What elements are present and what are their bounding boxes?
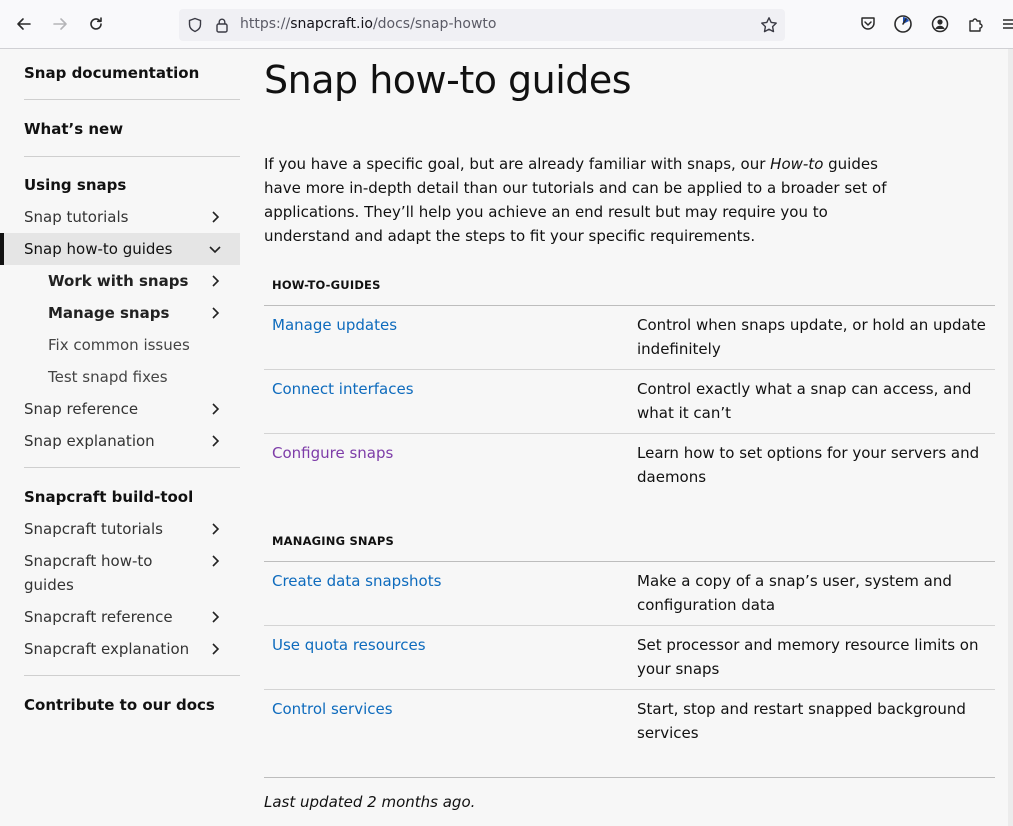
- chevron-right-icon[interactable]: [208, 610, 222, 624]
- sidebar-item-snapcraft-howto-line1[interactable]: Snapcraft how-to: [24, 552, 153, 570]
- table-divider: [264, 561, 995, 562]
- sidebar-item-snapcraft-tutorials[interactable]: Snapcraft tutorials: [24, 520, 163, 538]
- last-updated-text: Last updated 2 months ago.: [264, 793, 476, 811]
- link-use-quota-resources[interactable]: Use quota resources: [272, 636, 426, 654]
- desc-configure-snaps: Learn how to set options for your servers and daemons: [637, 444, 980, 486]
- extensions-puzzle-icon[interactable]: [966, 14, 986, 34]
- sidebar-item-snap-reference[interactable]: Snap reference: [24, 400, 139, 418]
- row-divider: [264, 689, 995, 690]
- back-arrow-icon[interactable]: [14, 14, 34, 34]
- row-divider: [264, 369, 995, 370]
- sidebar-item-snapcraft-howto-line2[interactable]: guides: [24, 576, 74, 594]
- lock-icon[interactable]: [214, 17, 230, 37]
- sidebar-item-manage-snaps[interactable]: Manage snaps: [48, 304, 170, 322]
- chevron-right-icon[interactable]: [208, 210, 222, 224]
- tracking-shield-icon[interactable]: [187, 17, 203, 37]
- extension-gauge-icon[interactable]: [893, 14, 913, 34]
- link-configure-snaps[interactable]: Configure snaps: [272, 444, 394, 462]
- section-heading-managing-snaps: MANAGING SNAPS: [272, 534, 394, 548]
- chevron-right-icon[interactable]: [208, 402, 222, 416]
- row-divider: [264, 433, 995, 434]
- desc-connect-interfaces: Control exactly what a snap can access, and what it can’t: [637, 380, 972, 422]
- link-connect-interfaces[interactable]: Connect interfaces: [272, 380, 414, 398]
- account-icon[interactable]: [930, 14, 950, 34]
- sidebar-item-fix-common-issues[interactable]: Fix common issues: [48, 336, 190, 354]
- sidebar-divider: [24, 99, 240, 100]
- sidebar-divider: [24, 675, 240, 676]
- docs-sidebar: [0, 49, 241, 826]
- chevron-right-icon[interactable]: [208, 274, 222, 288]
- address-bar[interactable]: [179, 9, 785, 41]
- page-title: Snap how-to guides: [264, 58, 632, 102]
- desc-create-data-snapshots: Make a copy of a snap’s user, system and configuration data: [637, 572, 952, 614]
- chevron-right-icon[interactable]: [208, 434, 222, 448]
- sidebar-contribute[interactable]: Contribute to our docs: [24, 696, 215, 714]
- sidebar-item-work-with-snaps[interactable]: Work with snaps: [48, 272, 189, 290]
- chevron-down-icon[interactable]: [208, 242, 222, 256]
- link-manage-updates[interactable]: Manage updates: [272, 316, 398, 334]
- sidebar-item-snapcraft-explanation[interactable]: Snapcraft explanation: [24, 640, 190, 658]
- menu-icon[interactable]: [1001, 14, 1013, 34]
- sidebar-snap-documentation[interactable]: Snap documentation: [24, 64, 200, 82]
- desc-manage-updates: Control when snaps update, or hold an update indefinitely: [637, 316, 986, 358]
- desc-use-quota-resources: Set processor and memory resource limits on your snaps: [637, 636, 979, 678]
- sidebar-item-snap-tutorials[interactable]: Snap tutorials: [24, 208, 129, 226]
- url-text[interactable]: https://snapcraft.io/docs/snap-howto: [240, 16, 497, 32]
- scrollbar-track[interactable]: [1008, 49, 1013, 826]
- table-divider: [264, 305, 995, 306]
- link-control-services[interactable]: Control services: [272, 700, 393, 718]
- active-item-indicator: [0, 233, 4, 265]
- sidebar-using-snaps[interactable]: Using snaps: [24, 176, 127, 194]
- sidebar-divider: [24, 156, 240, 157]
- browser-toolbar: [0, 0, 1013, 49]
- chevron-right-icon[interactable]: [208, 522, 222, 536]
- chevron-right-icon[interactable]: [208, 554, 222, 568]
- chevron-right-icon[interactable]: [208, 642, 222, 656]
- sidebar-item-snap-explanation[interactable]: Snap explanation: [24, 432, 155, 450]
- link-create-data-snapshots[interactable]: Create data snapshots: [272, 572, 442, 590]
- footer-divider: [264, 777, 995, 778]
- sidebar-whats-new[interactable]: What’s new: [24, 120, 124, 138]
- sidebar-snapcraft-build-tool[interactable]: Snapcraft build-tool: [24, 488, 194, 506]
- desc-control-services: Start, stop and restart snapped background services: [637, 700, 966, 742]
- forward-arrow-icon[interactable]: [50, 14, 70, 34]
- sidebar-item-test-snapd-fixes[interactable]: Test snapd fixes: [48, 368, 168, 386]
- chevron-right-icon[interactable]: [208, 306, 222, 320]
- bookmark-star-icon[interactable]: [760, 16, 778, 38]
- sidebar-divider: [24, 467, 240, 468]
- reload-icon[interactable]: [86, 14, 106, 34]
- pocket-icon[interactable]: [858, 14, 878, 34]
- section-heading-howto-guides: HOW-TO-GUIDES: [272, 278, 381, 292]
- sidebar-item-snapcraft-reference[interactable]: Snapcraft reference: [24, 608, 173, 626]
- sidebar-item-snap-howto-guides[interactable]: Snap how-to guides: [24, 240, 173, 258]
- row-divider: [264, 625, 995, 626]
- intro-paragraph: If you have a specific goal, but are already familiar with snaps, our How-to guides have more in-depth detail than our tutorials and can be applied to a broader set of applications. They’ll help you achieve an end result but may require you to understand and adapt the steps to fit your specific requirements.: [264, 155, 887, 245]
